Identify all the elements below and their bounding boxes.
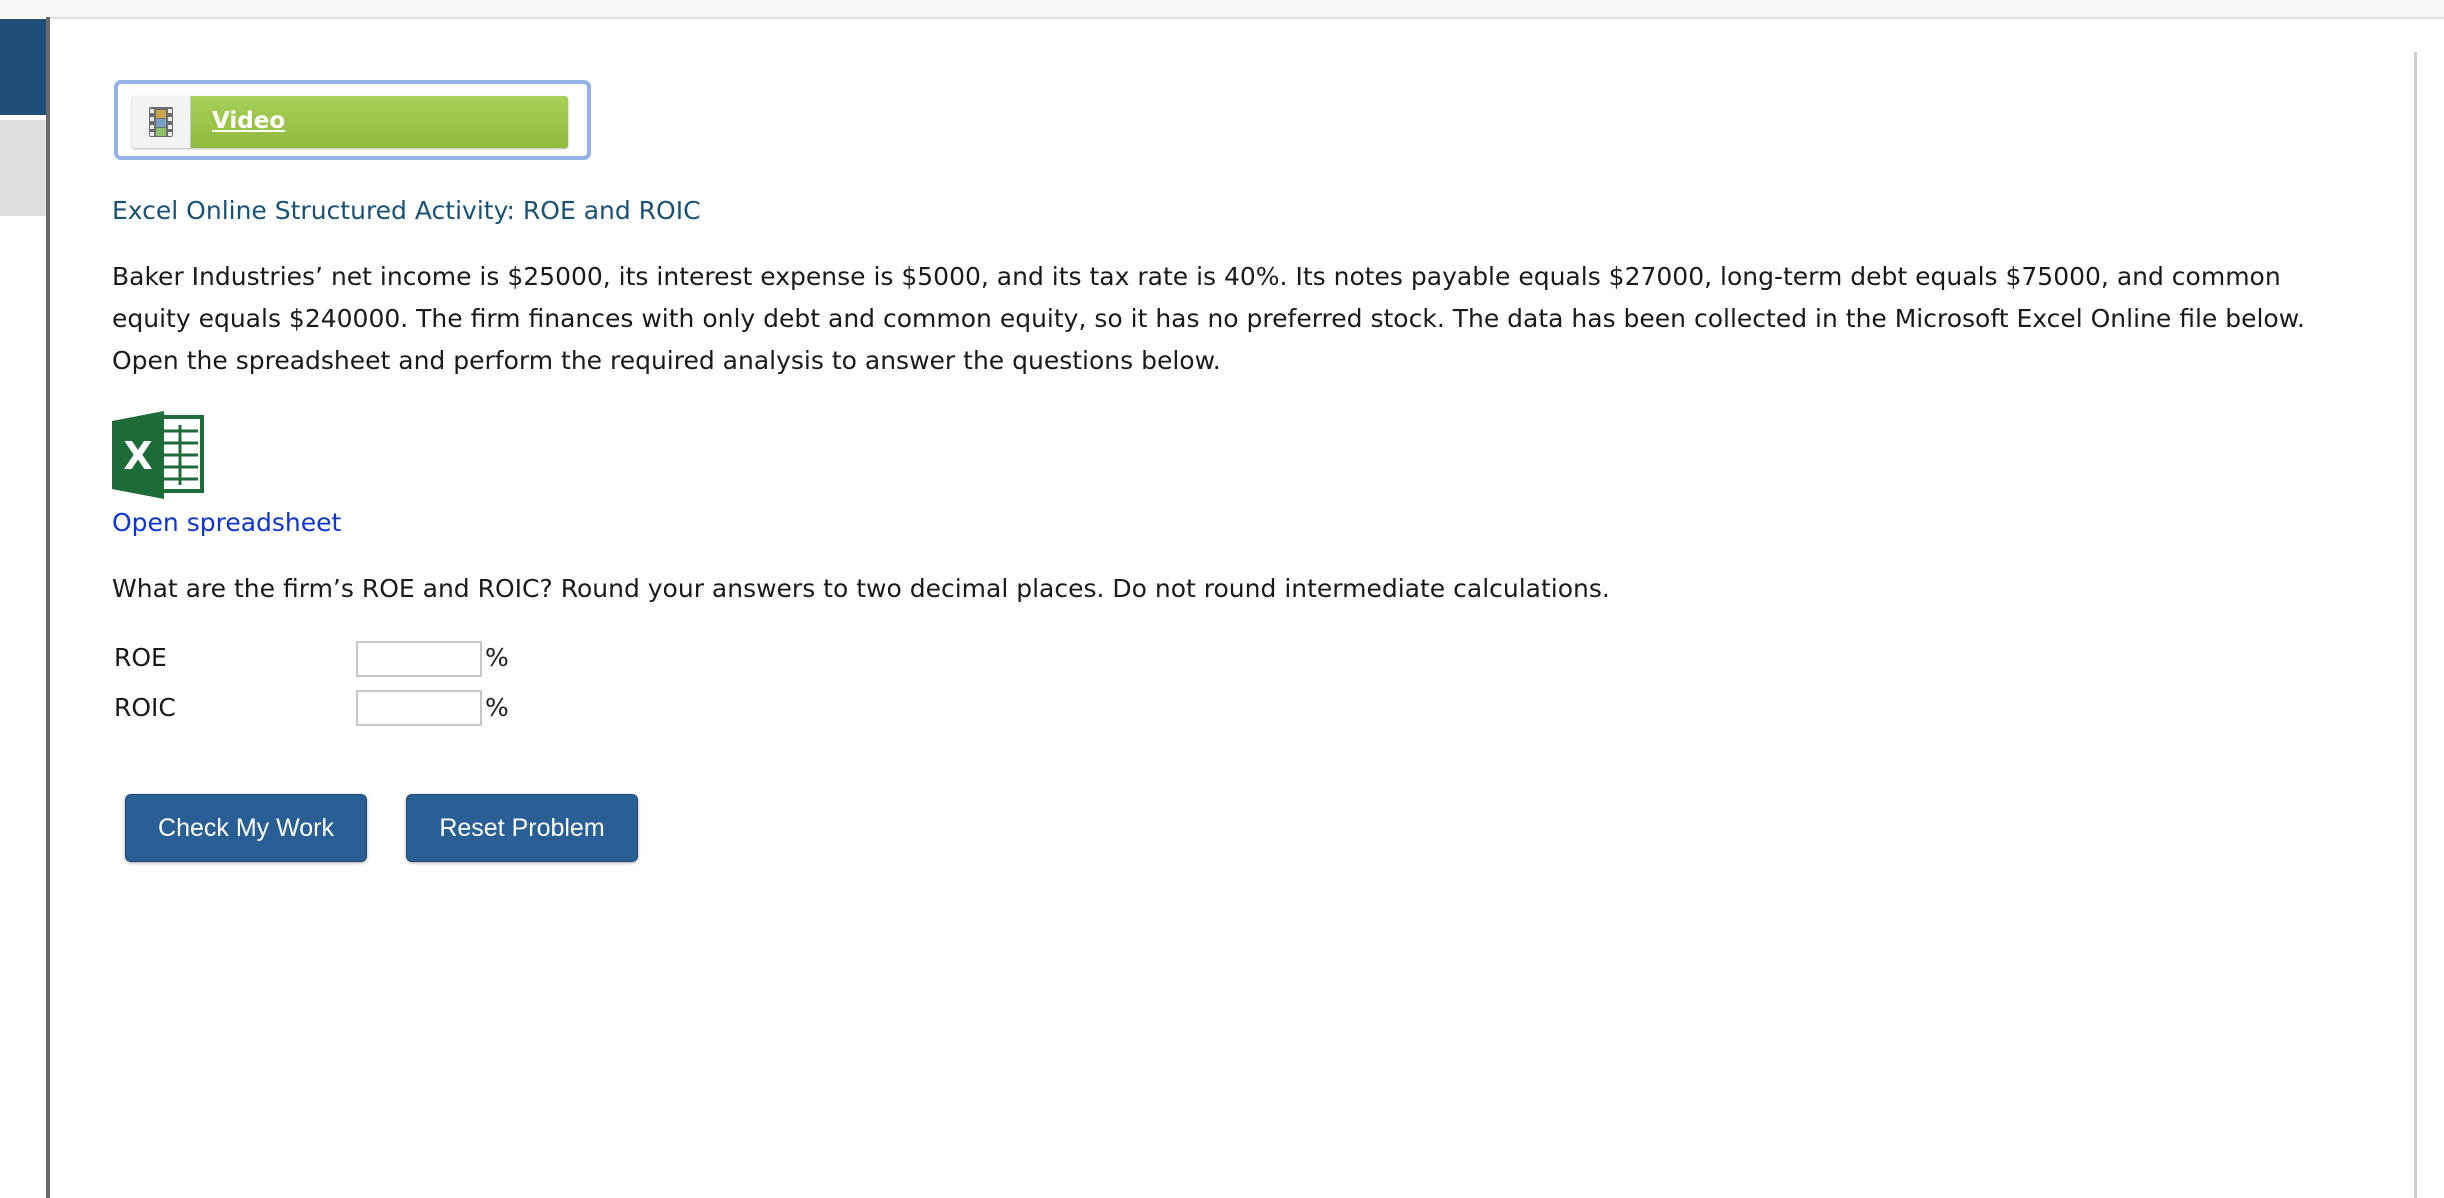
excel-icon[interactable] — [112, 411, 206, 499]
question-text: What are the firm’s ROE and ROIC? Round your answers to two decimal places. Do not round intermediate calculations. — [112, 574, 1610, 603]
video-button-frame — [114, 80, 591, 160]
left-tab-active[interactable] — [0, 19, 46, 115]
scrollbar[interactable] — [2414, 52, 2417, 1198]
frame-divider — [46, 17, 50, 1198]
roe-unit: % — [485, 643, 509, 672]
roic-input[interactable] — [356, 690, 482, 726]
roic-unit: % — [485, 693, 509, 722]
video-link[interactable]: Video — [212, 108, 286, 134]
roic-label: ROIC — [114, 693, 176, 722]
left-tab[interactable] — [0, 120, 46, 216]
film-icon — [132, 96, 191, 148]
video-button[interactable] — [132, 96, 568, 148]
svg-text:X: X — [123, 434, 153, 478]
reset-problem-button[interactable]: Reset Problem — [406, 794, 638, 862]
check-my-work-button[interactable]: Check My Work — [125, 794, 367, 862]
open-spreadsheet-link[interactable]: Open spreadsheet — [112, 508, 342, 537]
problem-statement: Baker Industries’ net income is $25000, its interest expense is $5000, and its tax rate is 40%. Its notes payable equals $27000, long-term debt equals $75000, and common equity equals $240000. The firm finances with only debt and common equity, so it has no preferred stock. The data has been collected in the Microsoft Excel Online file below. Open the spreadsheet and perform the required analysis to answer the questions below. — [112, 262, 2305, 375]
roe-input[interactable] — [356, 641, 482, 677]
top-bar — [0, 0, 2444, 19]
activity-title: Excel Online Structured Activity: ROE and ROIC — [112, 196, 701, 225]
roe-label: ROE — [114, 643, 167, 672]
